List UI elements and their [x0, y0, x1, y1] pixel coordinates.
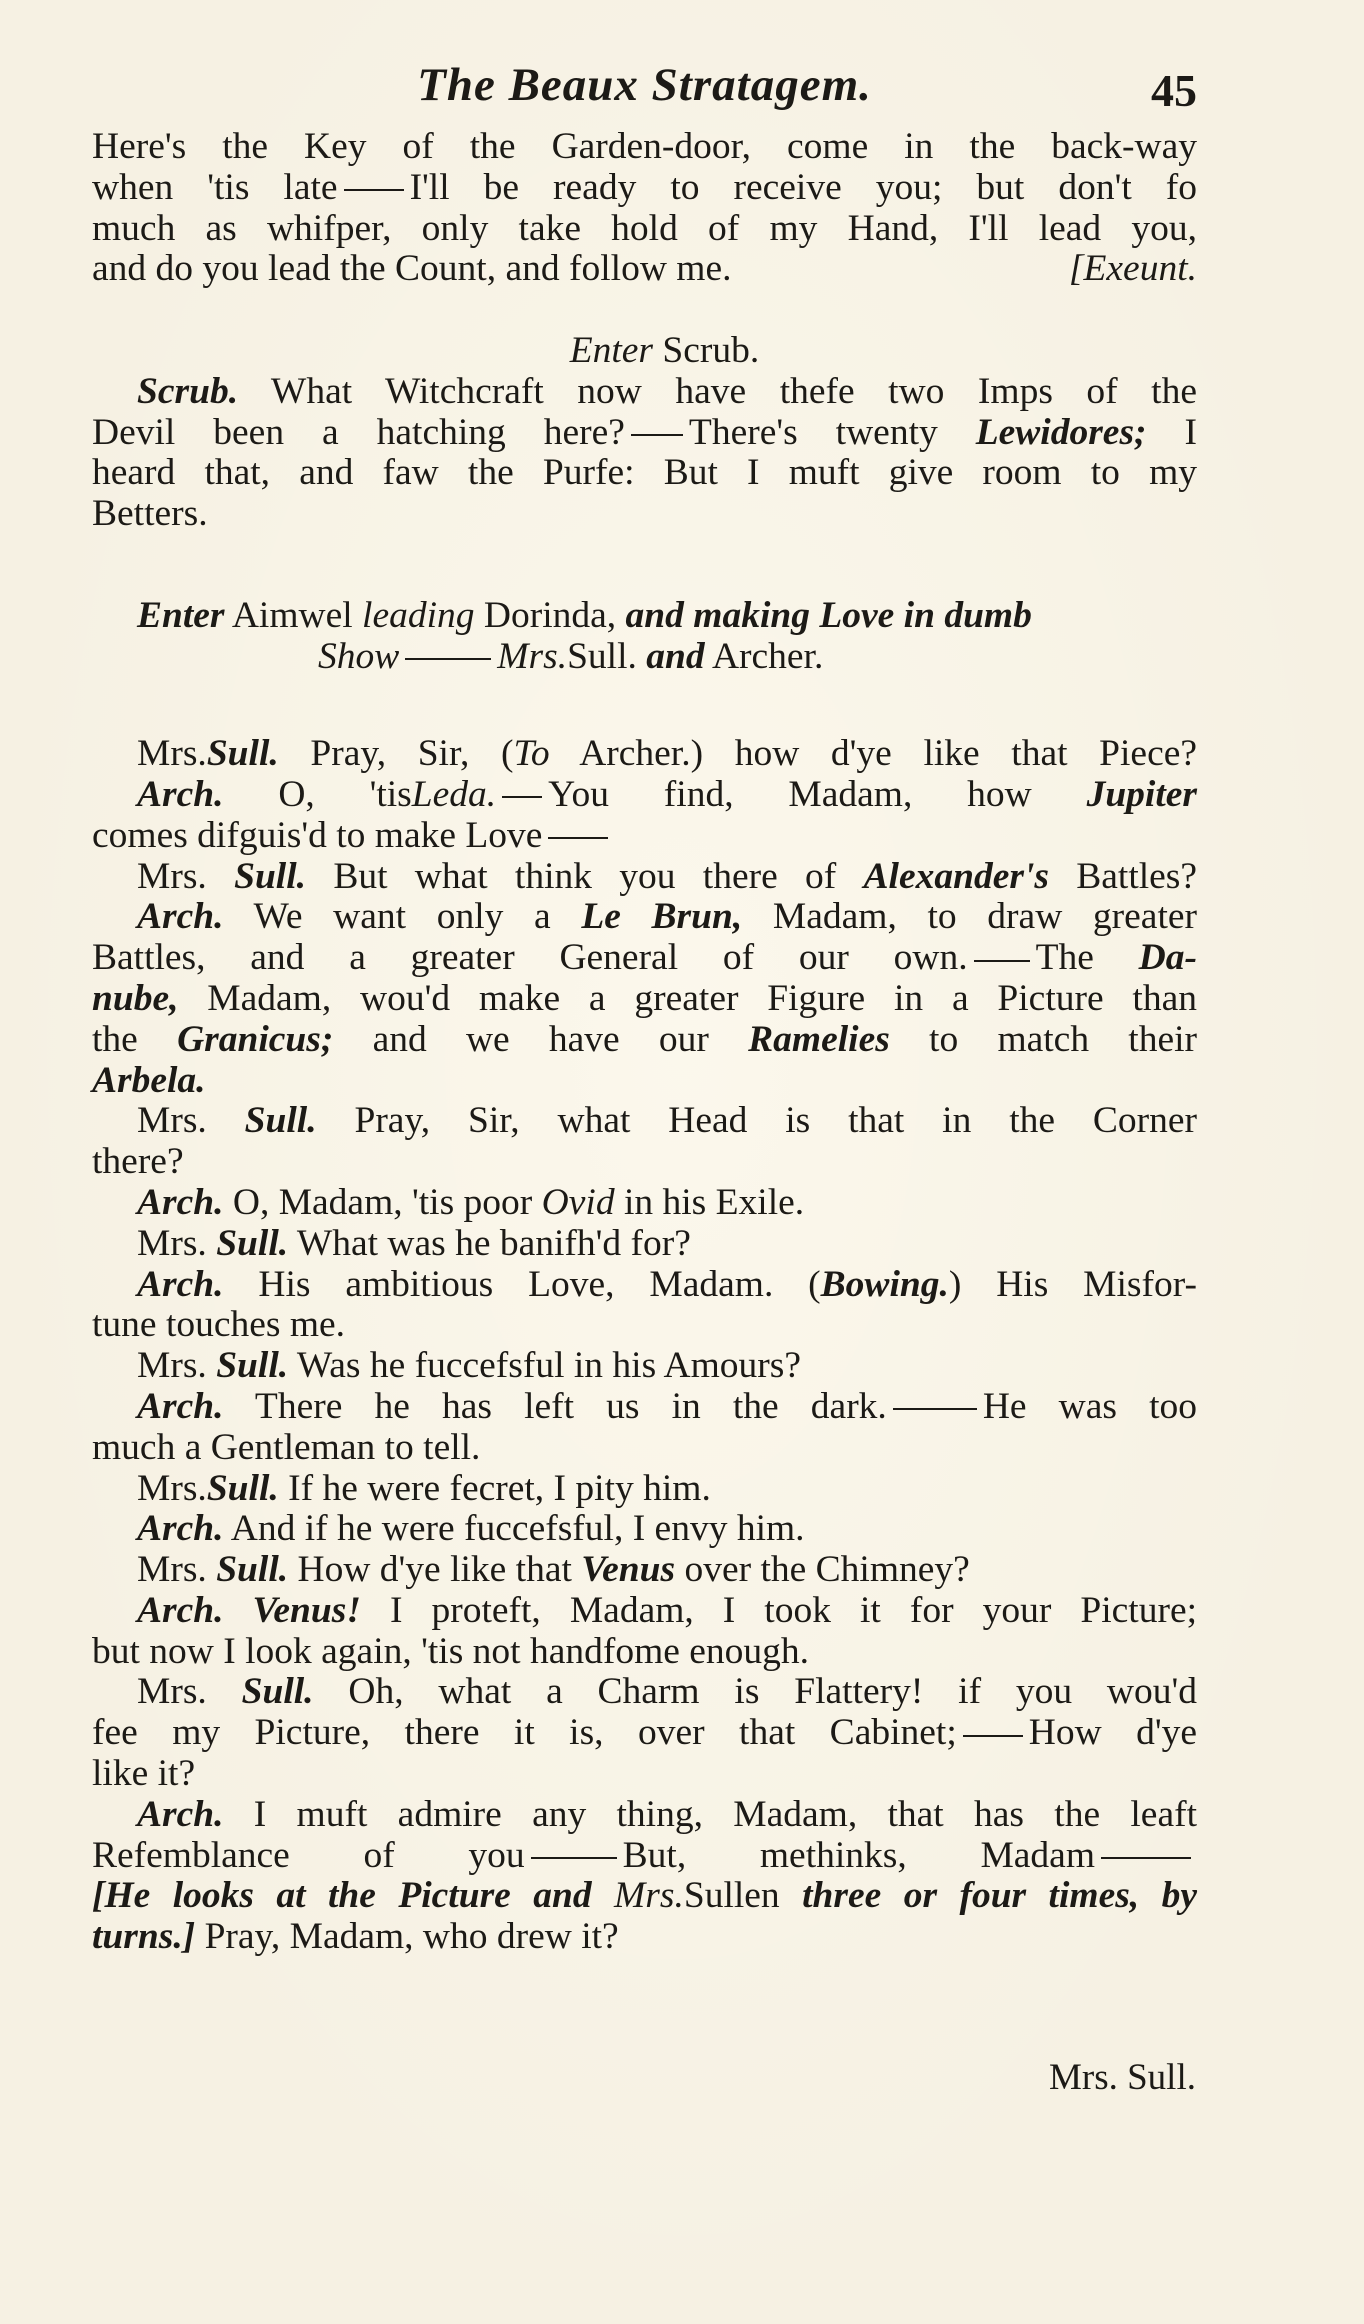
page-body — [92, 127, 1197, 1958]
spacer — [92, 535, 1197, 576]
speaker: Arch. — [137, 1385, 224, 1427]
text-line: heard that, and faw the Purfe: But I muft give room to my — [92, 452, 1197, 494]
spacer — [92, 718, 1197, 734]
speaker: Arch. — [137, 773, 224, 815]
catchword: Mrs. Sull. — [1048, 2057, 1196, 2098]
text-line: there? — [92, 1141, 184, 1183]
speaker: Arch. — [137, 1508, 224, 1550]
speech-line: Mrs.Sull. Pray, Sir, (To Archer.) how d'ye like that Piece? — [137, 733, 1198, 775]
dash-rule — [548, 837, 608, 839]
page-header — [92, 58, 1197, 128]
dash-rule — [631, 434, 683, 436]
stage-direction: [He looks at the Picture and Mrs.Sullen three or four times, by — [92, 1875, 1197, 1917]
speech-line: Mrs. Sull. Oh, what a Charm is Flattery! if you wou'd — [137, 1671, 1198, 1713]
speech-line: Mrs. Sull. How d'ye like that Venus over the Chimney? — [137, 1549, 970, 1591]
dash-rule — [974, 960, 1030, 962]
speech-line: Arch. His ambitious Love, Madam. (Bowing.) His Misfor- — [137, 1263, 1197, 1305]
speech-line: Mrs. Sull. Pray, Sir, what Head is that in the Corner — [137, 1100, 1198, 1142]
stage-direction: Enter Aimwel leading Dorinda, and making Love in dumb — [137, 594, 1032, 636]
speech-line: Mrs.Sull. If he were fecret, I pity him. — [137, 1467, 711, 1509]
text-line: fee my Picture, there it is, over that Cabinet; How d'ye — [92, 1712, 1197, 1754]
dash-rule — [531, 1857, 617, 1859]
speaker: Arch. — [137, 1589, 224, 1631]
speaker: Arch. — [137, 1263, 224, 1305]
text-line: and do you lead the Count, and follow me. [Exeunt. — [92, 248, 1197, 290]
text-line: Refemblance of you But, methinks, Madam — [92, 1836, 1197, 1877]
speech-line: Arch. There he has left us in the dark. He was too — [137, 1385, 1197, 1427]
dash-rule — [405, 658, 491, 660]
text-line: Devil been a hatching here? There's twenty Lewidores; I — [92, 411, 1197, 453]
speaker: Arch. — [137, 1181, 224, 1223]
text-line: Here's the Key of the Garden-door, come in the back-way — [92, 126, 1197, 167]
dash-rule — [1101, 1857, 1191, 1859]
text-line: like it? — [92, 1753, 196, 1795]
text-line: when 'tis late I'll be ready to receive you; but don't fo — [92, 166, 1198, 208]
dash-rule — [963, 1735, 1023, 1737]
speech-line: Mrs. Sull. What was he banifh'd for? — [137, 1222, 691, 1264]
text-line: much as whifper, only take hold of my Hand, I'll lead you, — [92, 207, 1197, 249]
spacer — [92, 677, 1197, 718]
speech-line: Arch. I muft admire any thing, Madam, that has the leaft — [137, 1793, 1198, 1835]
speech-line: Scrub. What Witchcraft now have thefe two Imps of the — [137, 370, 1197, 412]
speaker: Scrub. — [137, 370, 239, 412]
running-title: The Beaux Stratagem. — [417, 59, 872, 111]
spacer — [92, 576, 1197, 596]
text-line: Battles, and a greater General of our own. The Da- — [92, 937, 1197, 979]
speech-line: Arch. We want only a Le Brun, Madam, to draw greater — [137, 896, 1198, 938]
dash-rule — [893, 1408, 977, 1410]
speech-line: Arch. O, Madam, 'tis poor Ovid in his Exile. — [137, 1181, 805, 1223]
text-line: but now I look again, 'tis not handfome enough. — [92, 1630, 810, 1672]
speech-line: Arch. Venus! I proteft, Madam, I took it for your Picture; — [137, 1589, 1198, 1631]
text-line: tune touches me. — [92, 1304, 346, 1346]
stage-direction: Show Mrs.Sull. and Archer. — [318, 635, 824, 677]
text-line: Arbela. — [92, 1059, 206, 1101]
speaker: Arch. — [137, 896, 224, 938]
page-number: 45 — [1151, 65, 1197, 116]
text-line: Betters. — [92, 493, 208, 535]
speech-line: Mrs. Sull. Was he fuccefsful in his Amours? — [137, 1345, 801, 1387]
text-line: comes difguis'd to make Love — [92, 816, 1197, 857]
speech-line: Arch. O, 'tisLeda. You find, Madam, how Jupiter — [137, 773, 1197, 815]
text-line: turns.] Pray, Madam, who drew it? — [92, 1916, 619, 1958]
speaker: Arch. — [137, 1793, 224, 1835]
speech-line: Mrs. Sull. But what think you there of Alexander's Battles? — [137, 855, 1198, 897]
stage-direction: [Exeunt. — [1068, 248, 1197, 290]
text-line: much a Gentleman to tell. — [92, 1426, 481, 1468]
speech-line: Arch. And if he were fuccefsful, I envy him. — [137, 1508, 805, 1550]
text-line: nube, Madam, wou'd make a greater Figure in a Picture than — [92, 977, 1197, 1019]
spacer — [92, 290, 1197, 331]
dash-rule — [502, 796, 542, 798]
text-line: the Granicus; and we have our Ramelies to match their — [92, 1018, 1198, 1060]
dash-rule — [344, 189, 404, 191]
stage-direction: Enter Scrub. — [569, 329, 760, 371]
